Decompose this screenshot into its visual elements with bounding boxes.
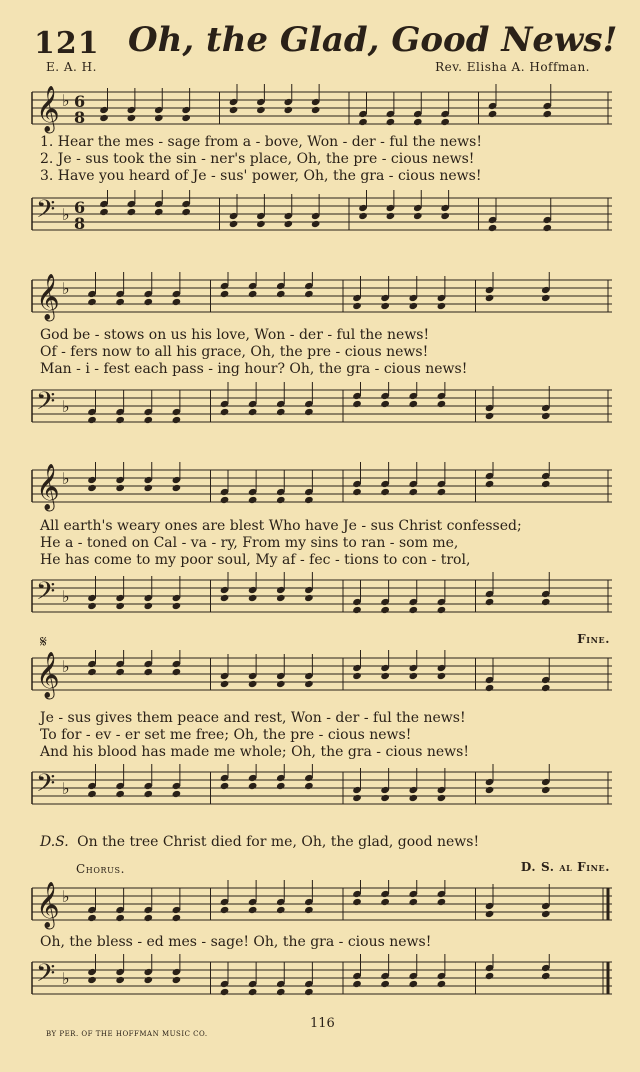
treble-clef: 𝄞 [36,274,60,320]
note-head [172,602,182,610]
treble-clef: 𝄞 [36,86,60,132]
note-head [408,898,418,906]
note-head [380,980,390,988]
note-head [276,680,286,688]
note-head [352,488,362,496]
music-system-4 [26,650,618,702]
note-head [248,680,258,688]
music-system-5 [26,880,618,932]
music-system-3-bass [26,572,618,628]
note-head [154,114,164,122]
note-head [143,668,153,676]
key-signature-flat: ♭ [62,91,70,110]
key-signature-flat: ♭ [62,587,70,606]
note-head [408,672,418,680]
music-system-5-bass [26,954,618,1010]
bass-clef: 𝄢 [36,769,56,804]
note-head [220,594,230,602]
lyric-line: Oh, the bless - ed mes - sage! Oh, the gra - cious news! [40,934,432,950]
note-head [276,290,286,298]
note-head [485,786,495,794]
bass-staff [26,954,618,1010]
note-head [408,488,418,496]
note-head [276,988,286,996]
note-head [352,672,362,680]
note-head [99,114,109,122]
note-head [542,110,552,118]
note-head [283,220,293,228]
note-head [143,790,153,798]
note-head [172,790,182,798]
note-head [256,220,266,228]
note-head [276,594,286,602]
lyric-line: God be - stows on us his love, Won - der - ful the news! [40,327,430,343]
note-head [220,290,230,298]
fine-mark: Fine. [577,632,610,646]
lyric-line: 3. Have you heard of Je - sus' power, Oh, the gra - cious news! [40,168,482,184]
note-head [127,208,137,216]
note-head [386,118,396,126]
bass-clef: 𝄢 [36,959,56,994]
chorus-label: Chorus. [76,862,125,876]
note-head [143,298,153,306]
note-head [408,980,418,988]
lyric-line: To for - ev - er set me free; Oh, the pre - cious news! [40,727,412,743]
note-head [87,914,97,922]
note-head [87,790,97,798]
treble-clef: 𝄞 [36,652,60,698]
note-head [542,224,552,232]
note-head [172,914,182,922]
note-head [248,408,258,416]
note-head [541,294,551,302]
note-head [115,416,125,424]
note-head [386,212,396,220]
music-system-3 [26,462,618,514]
key-signature-flat: ♭ [62,887,70,906]
note-head [248,782,258,790]
note-head [485,598,495,606]
time-signature-bottom: 8 [74,214,86,233]
note-head [304,906,314,914]
hymn-number: 121 [34,26,100,61]
note-head [408,302,418,310]
note-head [127,114,137,122]
note-head [485,480,495,488]
note-head [143,602,153,610]
note-head [115,298,125,306]
note-head [358,118,368,126]
note-head [408,400,418,408]
lyric-line: And his blood has made me whole; Oh, the gra - cious news! [40,744,469,760]
note-head [437,898,447,906]
note-head [220,680,230,688]
lyric-line: Of - fers now to all his grace, Oh, the pre - cious news! [40,344,429,360]
note-head [304,782,314,790]
ds-mark: D.S. [40,834,69,850]
ds-lyric-text: On the tree Christ died for me, Oh, the glad, good news! [77,834,480,850]
note-head [304,594,314,602]
note-head [172,484,182,492]
note-head [380,672,390,680]
note-head [143,484,153,492]
note-head [115,914,125,922]
bass-clef: 𝄢 [36,195,56,230]
note-head [248,290,258,298]
note-head [541,598,551,606]
note-head [256,106,266,114]
music-system-1-bass [26,190,618,246]
treble-staff [26,84,618,136]
note-head [541,972,551,980]
note-head [304,496,314,504]
note-head [283,106,293,114]
note-head [413,212,423,220]
ds-al-fine-mark: D. S. al Fine. [520,860,610,874]
note-head [87,976,97,984]
note-head [541,786,551,794]
note-head [154,208,164,216]
time-signature-top: 6 [74,198,86,217]
bass-staff [26,382,618,438]
note-head [248,988,258,996]
treble-staff [26,880,618,932]
note-head [352,400,362,408]
note-head [220,906,230,914]
note-head [115,668,125,676]
note-head [352,898,362,906]
note-head [541,684,551,692]
note-head [87,668,97,676]
note-head [352,302,362,310]
note-head [485,412,495,420]
note-head [220,408,230,416]
lyric-line: Man - i - fest each pass - ing hour? Oh, the gra - cious news! [40,361,468,377]
bass-staff [26,764,618,820]
time-signature-top: 6 [74,92,86,111]
lyric-line: 1. Hear the mes - sage from a - bove, Won - der - ful the news! [40,134,482,150]
bass-staff [26,572,618,628]
note-head [408,606,418,614]
note-head [276,782,286,790]
bass-clef: 𝄢 [36,387,56,422]
note-head [229,106,239,114]
note-head [143,976,153,984]
note-head [172,416,182,424]
note-head [437,400,447,408]
hymn-title: Oh, the Glad, Good News! [128,20,618,60]
note-head [380,400,390,408]
note-head [229,220,239,228]
note-head [248,594,258,602]
note-head [115,790,125,798]
note-head [437,794,447,802]
note-head [440,212,450,220]
note-head [276,408,286,416]
note-head [115,484,125,492]
note-head [380,488,390,496]
note-head [437,672,447,680]
note-head [87,484,97,492]
note-head [358,212,368,220]
note-head [413,118,423,126]
note-head [143,416,153,424]
bass-staff [26,190,618,246]
note-head [248,496,258,504]
note-head [115,602,125,610]
note-head [352,794,362,802]
note-head [87,298,97,306]
note-head [304,290,314,298]
note-head [87,416,97,424]
treble-staff [26,272,618,324]
music-composer: Rev. Elisha A. Hoffman. [435,60,590,74]
key-signature-flat: ♭ [62,397,70,416]
lyric-line: Je - sus gives them peace and rest, Won - der - ful the news! [40,710,466,726]
key-signature-flat: ♭ [62,779,70,798]
bass-clef: 𝄢 [36,577,56,612]
note-head [220,988,230,996]
note-head [485,910,495,918]
note-head [485,294,495,302]
lyric-line: He a - toned on Cal - va - ry, From my sins to ran - som me, [40,535,459,551]
lyric-line: 2. Je - sus took the sin - ner's place, Oh, the pre - cious news! [40,151,475,167]
note-head [172,298,182,306]
ds-lyric-line [40,834,479,850]
note-head [181,114,191,122]
footer-credit: BY PER. OF THE HOFFMAN MUSIC CO. [46,1030,208,1038]
note-head [541,480,551,488]
note-head [380,794,390,802]
note-head [304,408,314,416]
music-system-2 [26,272,618,324]
note-head [437,488,447,496]
note-head [488,224,498,232]
key-signature-flat: ♭ [62,279,70,298]
note-head [304,680,314,688]
note-head [380,302,390,310]
note-head [304,988,314,996]
note-head [143,914,153,922]
treble-clef: 𝄞 [36,882,60,928]
note-head [541,412,551,420]
note-head [440,118,450,126]
note-head [172,668,182,676]
key-signature-flat: ♭ [62,469,70,488]
note-head [115,976,125,984]
key-signature-flat: ♭ [62,969,70,988]
segno-mark: 𝄋 [40,632,48,651]
note-head [220,496,230,504]
music-system-2-bass [26,382,618,438]
note-head [541,910,551,918]
note-head [485,684,495,692]
key-signature-flat: ♭ [62,205,70,224]
treble-staff [26,462,618,514]
note-head [380,898,390,906]
note-head [437,302,447,310]
note-head [380,606,390,614]
time-signature-bottom: 8 [74,108,86,127]
note-head [408,794,418,802]
treble-clef: 𝄞 [36,464,60,510]
note-head [311,220,321,228]
note-head [352,980,362,988]
note-head [276,496,286,504]
key-signature-flat: ♭ [62,657,70,676]
note-head [181,208,191,216]
note-head [437,606,447,614]
note-head [276,906,286,914]
note-head [352,606,362,614]
words-author: E. A. H. [46,60,97,74]
lyric-line: He has come to my poor soul, My af - fec - tions to con - trol, [40,552,471,568]
note-head [172,976,182,984]
note-head [99,208,109,216]
music-system-1 [26,84,618,136]
lyric-line: All earth's weary ones are blest Who have Je - sus Christ confessed; [40,518,522,534]
music-system-4-bass [26,764,618,820]
note-head [485,972,495,980]
note-head [87,602,97,610]
note-head [248,906,258,914]
note-head [488,110,498,118]
note-head [220,782,230,790]
note-head [437,980,447,988]
note-head [311,106,321,114]
treble-staff [26,650,618,702]
page-number: 116 [310,1016,335,1031]
